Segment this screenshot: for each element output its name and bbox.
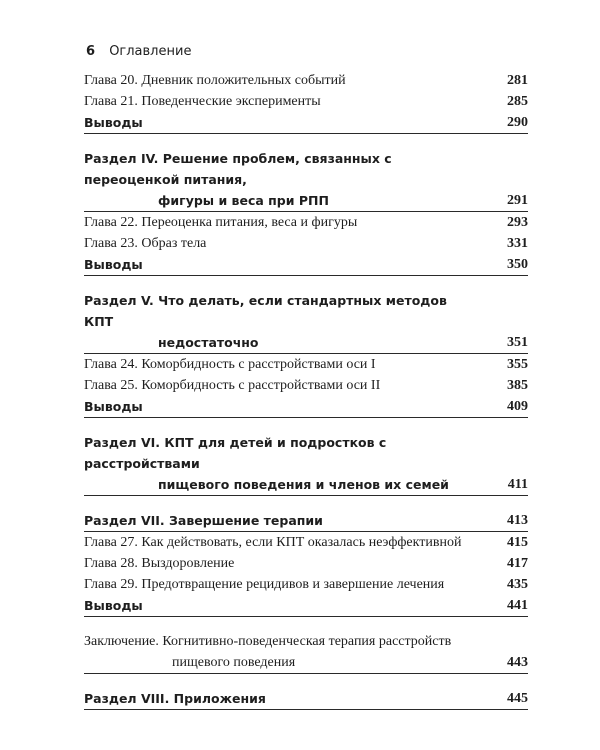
toc-entry-chapter-24[interactable] — [84, 354, 528, 375]
toc-entry-label: Глава 21. Поведенческие эксперименты — [84, 94, 321, 109]
toc-entry-page: 409 — [507, 399, 528, 414]
toc-entry-label: Раздел VIII. Приложения — [84, 691, 266, 706]
toc-entry-label: Глава 22. Переоценка питания, веса и фигуры — [84, 215, 358, 230]
toc-entry-part-5[interactable] — [84, 290, 528, 354]
toc-entry-part-4[interactable] — [84, 148, 528, 212]
toc-entry-label-continued: пищевого поведения — [172, 655, 296, 670]
section-gap — [84, 276, 528, 290]
toc-entry-page: 411 — [507, 477, 528, 492]
toc-entry-chapter-29[interactable] — [84, 574, 528, 595]
toc-entry-page: 417 — [507, 556, 528, 571]
toc-entry-summary[interactable] — [84, 254, 528, 276]
section-gap — [84, 418, 528, 432]
toc-entry-label: Выводы — [84, 115, 143, 130]
toc-entry-label: Заключение. Когнитивно-поведенческая терапия расстройств — [84, 634, 452, 649]
toc-entry-page: 293 — [507, 215, 528, 230]
toc-entry-label: Выводы — [84, 257, 143, 272]
toc-entry-label: Раздел VI. КПТ для детей и подростков с расстройствами — [84, 435, 387, 471]
toc-entry-label: Глава 20. Дневник положительных событий — [84, 73, 346, 88]
toc-entry-label: Выводы — [84, 399, 143, 414]
toc-entry-part-7[interactable] — [84, 510, 528, 532]
toc-entry-summary[interactable] — [84, 112, 528, 134]
toc-entry-page: 331 — [507, 236, 528, 251]
toc-entry-page: 281 — [507, 73, 528, 88]
toc-entry-chapter-27[interactable] — [84, 532, 528, 553]
running-title: Оглавление — [109, 44, 192, 59]
toc-entry-summary[interactable] — [84, 595, 528, 617]
toc-entry-label: Глава 25. Коморбидность с расстройствами оси II — [84, 378, 381, 393]
toc-entry-page: 443 — [507, 655, 528, 670]
toc-entry-label: Выводы — [84, 598, 143, 613]
toc-entry-chapter-21[interactable] — [84, 91, 528, 112]
toc-entry-chapter-20[interactable] — [84, 70, 528, 91]
toc-entry-conclusion[interactable] — [84, 631, 528, 674]
section-gap — [84, 496, 528, 510]
toc-entry-page: 441 — [507, 598, 528, 613]
toc-entry-page: 435 — [507, 577, 528, 592]
toc-entry-summary[interactable] — [84, 396, 528, 418]
toc-entry-label-continued: фигуры и веса при РПП — [158, 193, 329, 208]
toc-entry-part-8[interactable] — [84, 688, 528, 710]
toc-entry-label: Глава 28. Выздоровление — [84, 556, 235, 571]
toc-entry-page: 291 — [507, 193, 528, 208]
toc-entry-part-6[interactable] — [84, 432, 528, 496]
toc-entry-label-continued: пищевого поведения и членов их семей — [158, 477, 449, 492]
toc-entry-chapter-25[interactable] — [84, 375, 528, 396]
toc-entry-page: 285 — [507, 94, 528, 109]
toc-entry-chapter-23[interactable] — [84, 233, 528, 254]
toc-entry-label: Раздел V. Что делать, если стандартных методов КПТ — [84, 293, 447, 329]
toc-entry-page: 413 — [507, 513, 528, 528]
toc-entry-label: Глава 23. Образ тела — [84, 236, 207, 251]
section-gap — [84, 617, 528, 631]
section-gap — [84, 134, 528, 148]
toc-entry-chapter-22[interactable] — [84, 212, 528, 233]
table-of-contents — [84, 70, 528, 710]
toc-entry-page: 385 — [507, 378, 528, 393]
toc-entry-page: 445 — [507, 691, 528, 706]
toc-entry-label: Раздел VII. Завершение терапии — [84, 513, 323, 528]
toc-entry-chapter-28[interactable] — [84, 553, 528, 574]
toc-entry-page: 350 — [507, 257, 528, 272]
toc-entry-label: Глава 29. Предотвращение рецидивов и завершение лечения — [84, 577, 445, 592]
toc-entry-page: 351 — [507, 335, 528, 350]
page-number: 6 — [86, 44, 96, 59]
toc-entry-label: Глава 27. Как действовать, если КПТ оказалась неэффективной — [84, 535, 462, 550]
toc-entry-page: 355 — [507, 357, 528, 372]
toc-entry-label: Раздел IV. Решение проблем, связанных с переоценкой питания, — [84, 151, 392, 187]
page-header — [86, 44, 191, 59]
section-gap — [84, 674, 528, 688]
toc-entry-page: 415 — [507, 535, 528, 550]
toc-entry-label: Глава 24. Коморбидность с расстройствами оси I — [84, 357, 376, 372]
toc-entry-label-continued: недостаточно — [158, 335, 259, 350]
toc-entry-page: 290 — [507, 115, 528, 130]
